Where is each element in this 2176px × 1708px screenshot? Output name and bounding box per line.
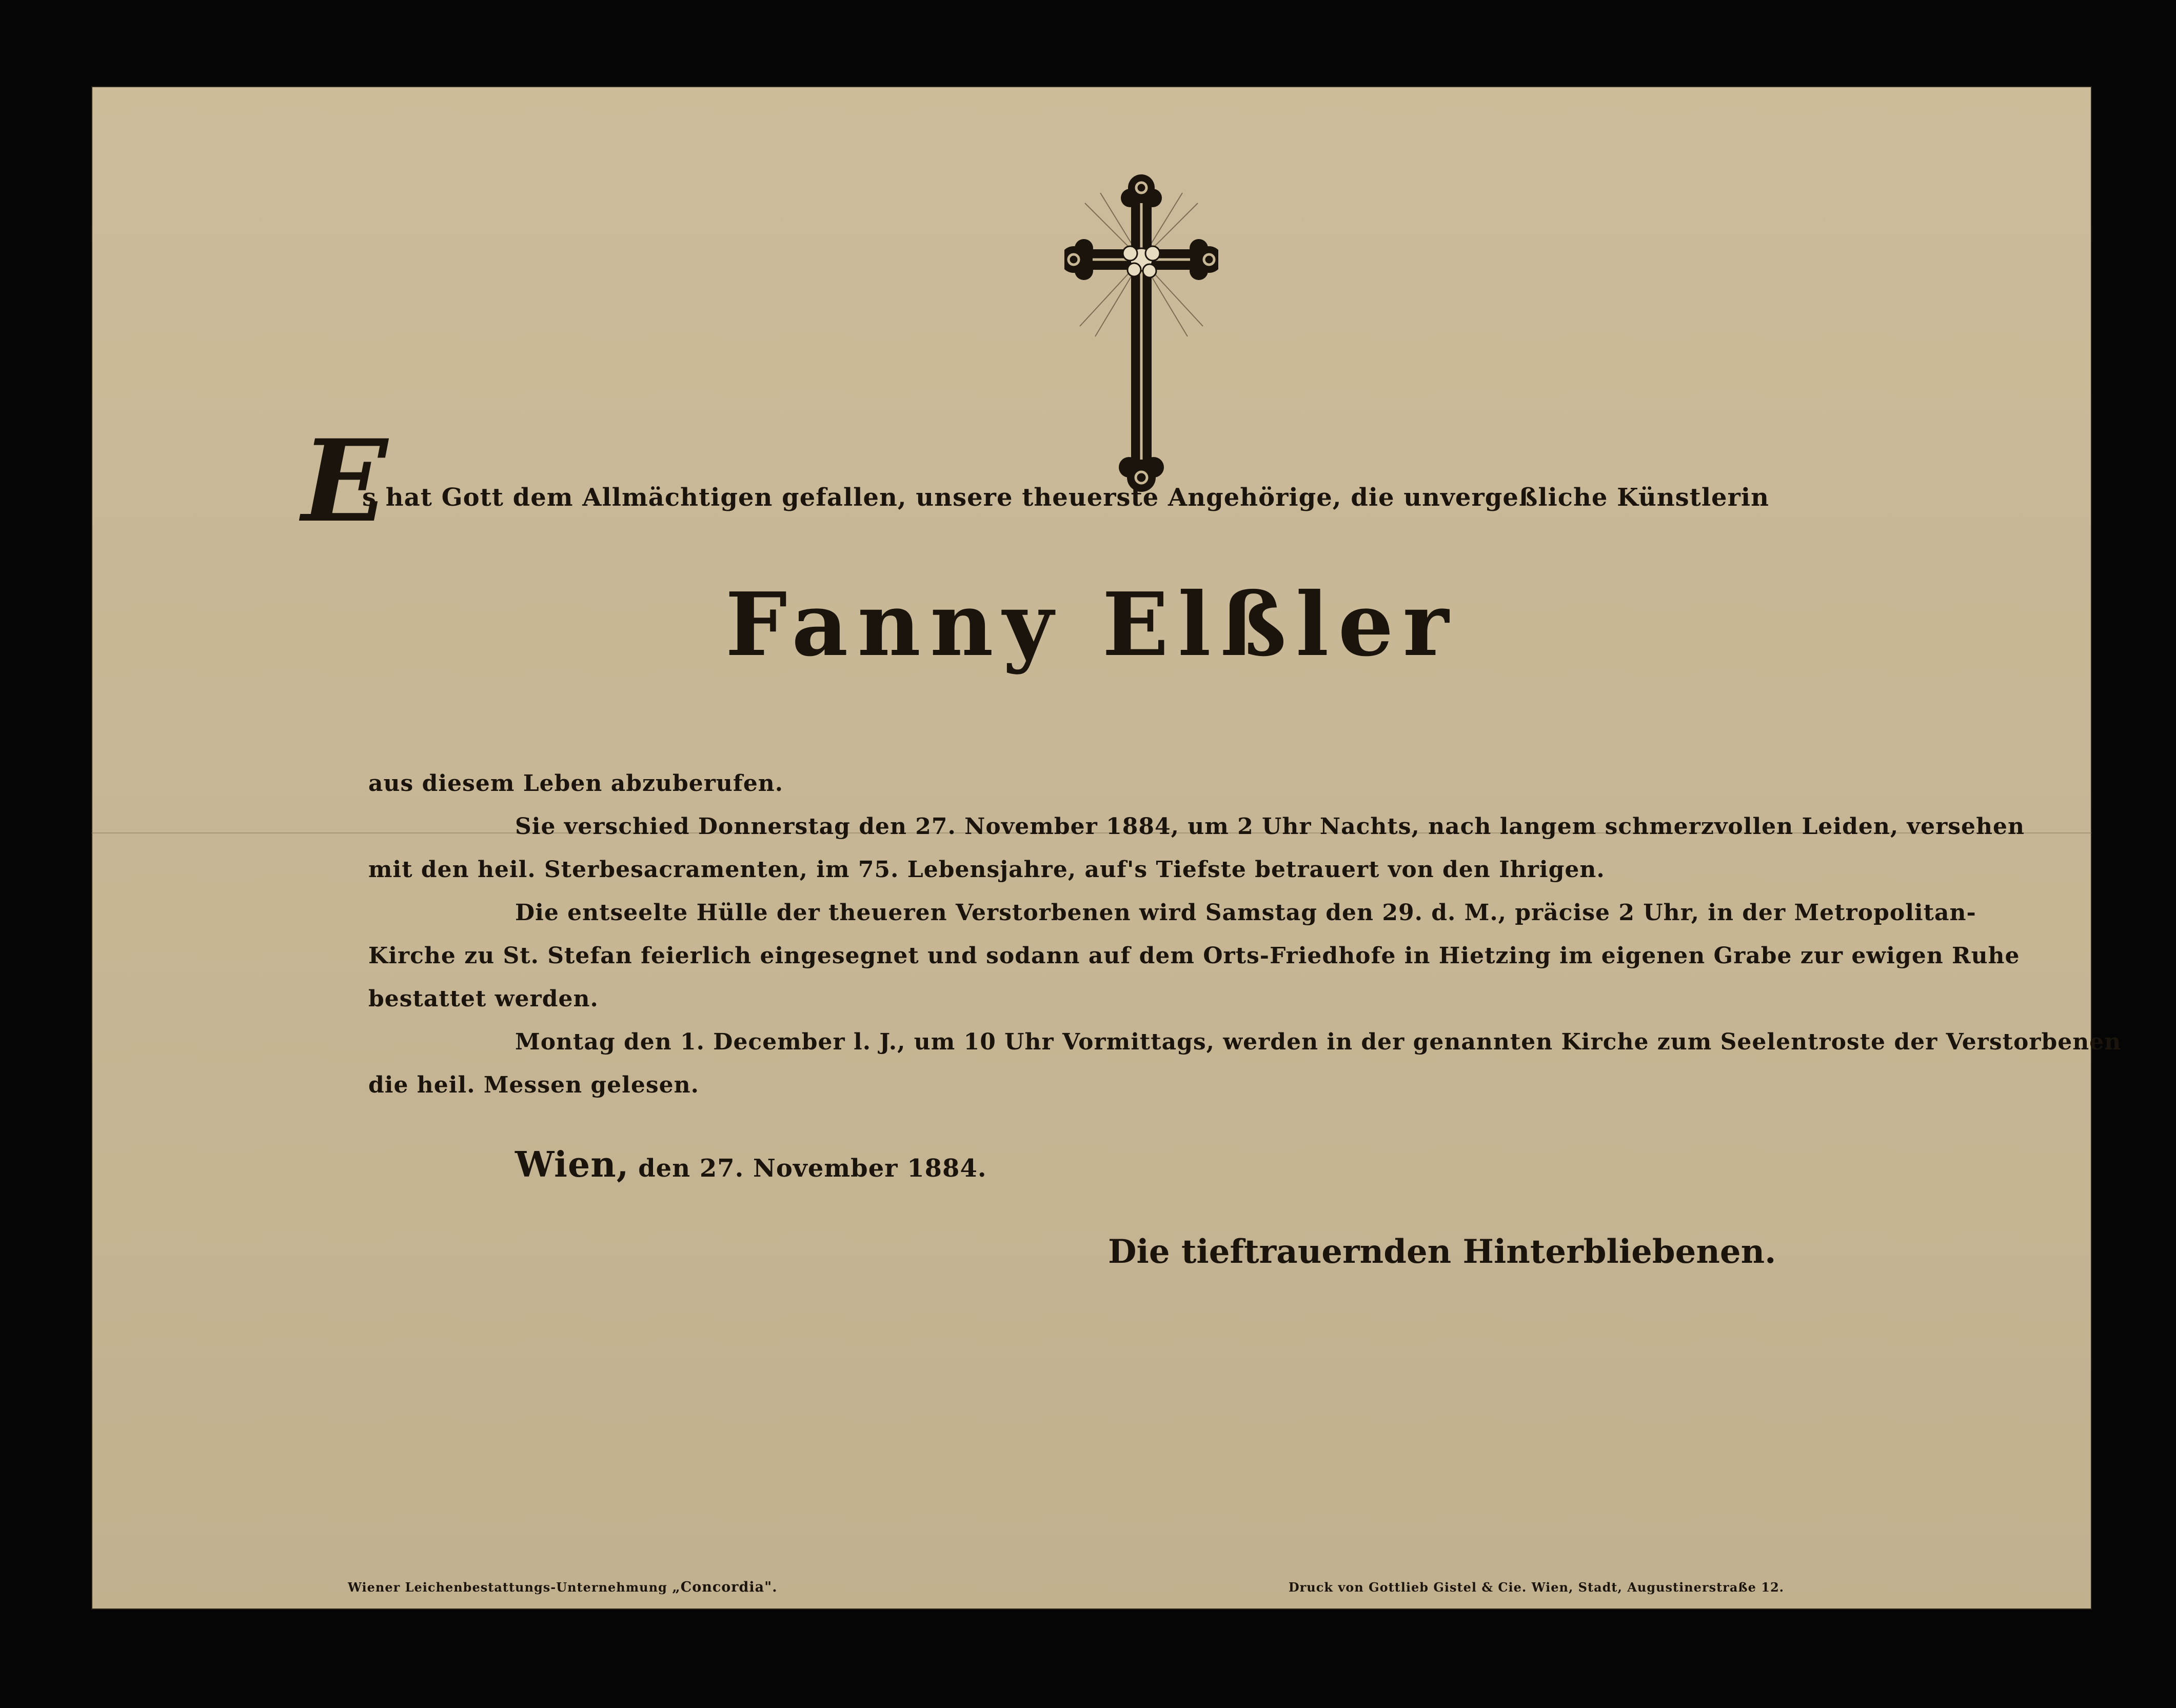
intro-line <box>302 414 1770 547</box>
deceased-name: Fanny Elßler <box>725 573 1458 676</box>
body-line: bestattet werden. <box>368 986 599 1012</box>
body-line: die heil. Messen gelesen. <box>368 1072 699 1098</box>
footer-undertaker-name: Wiener Leichenbestattungs-Unternehmung <box>348 1580 667 1595</box>
place-name: Wien, <box>515 1144 629 1185</box>
body-line: Sie verschied Donnerstag den 27. November 1884, um 2 Uhr Nachts, nach langem schmerzvollen Leiden, versehen <box>515 813 2025 840</box>
signature: Die tieftrauernden Hinterbliebenen. <box>1108 1233 1776 1271</box>
drop-cap: E <box>302 414 388 547</box>
body-line: aus diesem Leben abzuberufen. <box>368 770 784 797</box>
notice-date: den 27. November 1884. <box>638 1154 987 1183</box>
body-line: Kirche zu St. Stefan feierlich eingesegnet und sodann auf dem Orts-Friedhofe in Hietzing im eigenen Grabe zur ewigen Ruhe <box>368 943 2020 969</box>
footer-printer: Druck von Gottlieb Gistel & Cie. Wien, Stadt, Augustinerstraße 12. <box>1288 1580 1784 1595</box>
intro-text: s hat Gott dem Allmächtigen gefallen, unsere theuerste Angehörige, die unvergeßliche Künstlerin <box>362 483 1770 512</box>
footer-brand: „Concordia". <box>672 1579 778 1595</box>
notice-body <box>368 762 2122 1107</box>
obituary-notice <box>91 86 2122 1610</box>
body-line: mit den heil. Sterbesacramenten, im 75. Lebensjahre, auf's Tiefste betrauert von den Ihrigen. <box>368 857 1605 883</box>
body-line: Montag den 1. December l. J., um 10 Uhr Vormittags, werden in der genannten Kirche zum Seelentroste der Verstorbenen <box>515 1029 2122 1055</box>
body-line: Die entseelte Hülle der theueren Verstorbenen wird Samstag den 29. d. M., präcise 2 Uhr, in der Metropolitan- <box>515 900 1976 926</box>
footer-undertaker <box>348 1580 778 1595</box>
place-date <box>515 1142 987 1191</box>
